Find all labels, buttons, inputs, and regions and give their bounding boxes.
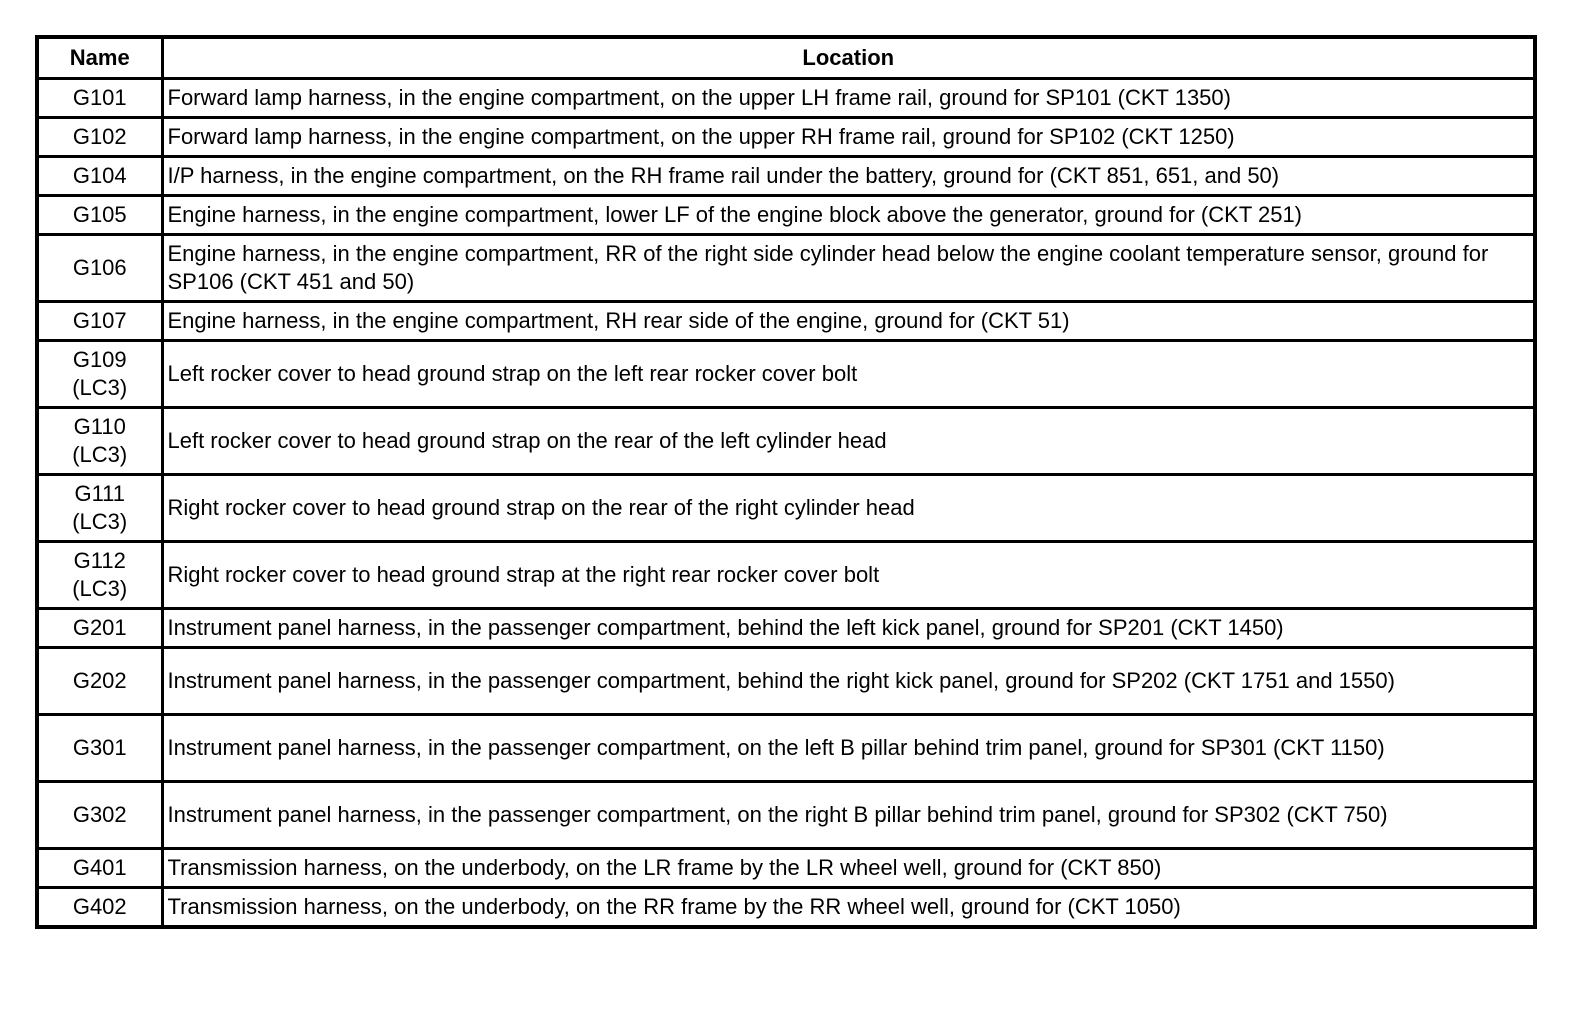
ground-location: Engine harness, in the engine compartment, RR of the right side cylinder head below the engine coolant temperature sensor, ground for SP106 (CKT 451 and 50) (162, 235, 1535, 302)
ground-variant: (LC3) (72, 509, 128, 534)
ground-name-cell (37, 408, 162, 475)
table-row (37, 79, 1535, 118)
table-row (37, 475, 1535, 542)
ground-location: Engine harness, in the engine compartment, RH rear side of the engine, ground for (CKT 51) (162, 302, 1535, 341)
ground-name: G107 (37, 302, 162, 341)
ground-name: G109 (72, 347, 127, 372)
ground-location: Instrument panel harness, in the passenger compartment, on the left B pillar behind trim panel, ground for SP301 (CKT 1150) (162, 715, 1535, 782)
table-row (37, 888, 1535, 928)
ground-name: G401 (37, 849, 162, 888)
ground-location: Right rocker cover to head ground strap on the rear of the right cylinder head (162, 475, 1535, 542)
ground-location: Forward lamp harness, in the engine compartment, on the upper RH frame rail, ground for SP102 (CKT 1250) (162, 118, 1535, 157)
ground-name: G101 (37, 79, 162, 118)
table-row (37, 341, 1535, 408)
ground-name: G105 (37, 196, 162, 235)
table-row (37, 302, 1535, 341)
ground-name: G201 (37, 609, 162, 648)
table-header-row (37, 37, 1535, 79)
ground-variant: (LC3) (72, 442, 128, 467)
table-row (37, 118, 1535, 157)
column-header-name: Name (37, 37, 162, 79)
ground-locations-table (35, 35, 1537, 929)
ground-variant: (LC3) (72, 576, 128, 601)
ground-name: G102 (37, 118, 162, 157)
ground-name: G106 (37, 235, 162, 302)
ground-location: Right rocker cover to head ground strap at the right rear rocker cover bolt (162, 542, 1535, 609)
ground-location: I/P harness, in the engine compartment, on the RH frame rail under the battery, ground for (CKT 851, 651, and 50) (162, 157, 1535, 196)
ground-location: Forward lamp harness, in the engine compartment, on the upper LH frame rail, ground for SP101 (CKT 1350) (162, 79, 1535, 118)
ground-name: G402 (37, 888, 162, 928)
table-row (37, 196, 1535, 235)
table-row (37, 648, 1535, 715)
ground-location: Instrument panel harness, in the passenger compartment, on the right B pillar behind trim panel, ground for SP302 (CKT 750) (162, 782, 1535, 849)
ground-location: Transmission harness, on the underbody, on the LR frame by the LR wheel well, ground for (CKT 850) (162, 849, 1535, 888)
table-row (37, 715, 1535, 782)
ground-name: G302 (37, 782, 162, 849)
ground-location: Transmission harness, on the underbody, on the RR frame by the RR wheel well, ground for (CKT 1050) (162, 888, 1535, 928)
ground-name: G301 (37, 715, 162, 782)
ground-name: G202 (37, 648, 162, 715)
ground-location: Instrument panel harness, in the passenger compartment, behind the right kick panel, ground for SP202 (CKT 1751 and 1550) (162, 648, 1535, 715)
table-row (37, 235, 1535, 302)
ground-locations-table-wrapper (35, 35, 1533, 929)
ground-location: Instrument panel harness, in the passenger compartment, behind the left kick panel, ground for SP201 (CKT 1450) (162, 609, 1535, 648)
table-row (37, 157, 1535, 196)
ground-name-cell (37, 475, 162, 542)
ground-variant: (LC3) (72, 375, 128, 400)
table-row (37, 849, 1535, 888)
table-row (37, 782, 1535, 849)
ground-name-cell (37, 542, 162, 609)
ground-name-cell (37, 341, 162, 408)
column-header-location: Location (162, 37, 1535, 79)
ground-name: G112 (73, 548, 126, 573)
table-row (37, 542, 1535, 609)
ground-name: G111 (74, 481, 126, 506)
ground-location: Engine harness, in the engine compartment, lower LF of the engine block above the generator, ground for (CKT 251) (162, 196, 1535, 235)
ground-name: G104 (37, 157, 162, 196)
table-row (37, 408, 1535, 475)
ground-location: Left rocker cover to head ground strap on the left rear rocker cover bolt (162, 341, 1535, 408)
table-row (37, 609, 1535, 648)
ground-name: G110 (73, 414, 126, 439)
ground-location: Left rocker cover to head ground strap on the rear of the left cylinder head (162, 408, 1535, 475)
